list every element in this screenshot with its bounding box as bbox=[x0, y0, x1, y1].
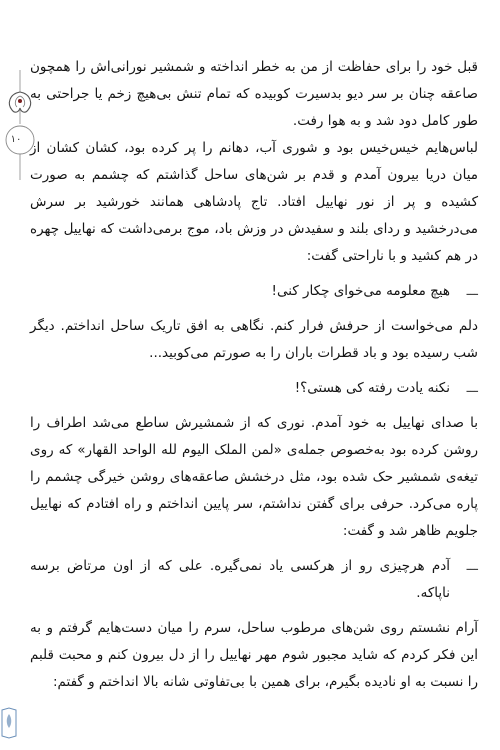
text-line: را روشن کرده بود به‌خصوص جمله‌ی «لمن الملک الیوم لله الواحد القهار» که bbox=[30, 415, 479, 458]
dialogue-dash: ـــ bbox=[466, 284, 478, 299]
text-line: سرش می‌درخشید و ردای بلند و سفیدش در وزش باد، موج برمی‌داشت bbox=[30, 194, 478, 237]
text-line: که نهاییل جلویم ظاهر شد و گفت: bbox=[30, 496, 478, 539]
text-line: با صدای نهاییل به خود آمدم. نوری که از شمشیرش ساطع می‌شد اطراف bbox=[46, 415, 478, 431]
text-line: انداختم و گفتم: bbox=[52, 674, 139, 690]
dialogue-dash: ـــ bbox=[466, 559, 478, 574]
text-line: محبت قلبم را نسبت به او نادیده بگیرم، برای همین با بی‌تفاوتی شانه بالا bbox=[30, 647, 478, 690]
dialogue-text bbox=[30, 553, 450, 607]
text-line: به صورت کشیده و پر از نور نهاییل افتاد. تاج پادشاهی همانند خورشید بر bbox=[30, 167, 478, 210]
paragraph-3 bbox=[30, 313, 478, 367]
text-line: همچون صاعقه چنان بر سر دیو بدسیرت کوبیده که تمام تنش بی‌هیچ زخم یا bbox=[30, 59, 478, 102]
text-line: جراحتی به طور کامل دود شد و به هوا رفت. bbox=[30, 86, 478, 129]
dialogue-3 bbox=[30, 553, 478, 607]
page-number: ۱۰ bbox=[10, 134, 22, 145]
dialogue-2 bbox=[30, 375, 478, 402]
dialogue-1 bbox=[30, 278, 478, 305]
text-line: که نهاییل چهره در هم کشید و با ناراحتی گفت: bbox=[30, 221, 478, 264]
text-line: و به این فکر کردم که شاید مجبور شوم مهر نهاییل را از دل بیرون کنم و bbox=[30, 620, 478, 663]
paragraph-1 bbox=[30, 54, 478, 135]
text-line: روی تیغه‌ی شمشیر حک شده بود، مثل درخشش صاعقه‌های روشن خیرگی bbox=[30, 442, 478, 485]
dialogue-dash: ـــ bbox=[466, 381, 478, 396]
text-line: کشان از میان دریا بیرون آمدم و قدم بر شن‌های ساحل گذاشتم که چشمم bbox=[30, 140, 479, 183]
publisher-mark-icon bbox=[0, 706, 18, 740]
text-line: دلم می‌خواست از حرفش فرار کنم. نگاهی به افق تاریک ساحل انداختم. bbox=[60, 318, 479, 334]
text-line: دیگر شب رسیده بود و باد قطرات باران را به صورتم می‌کوبید... bbox=[30, 318, 478, 361]
text-line: آدم هرچیزی رو از هرکسی یاد نمی‌گیره. علی که از اون bbox=[113, 558, 450, 574]
paragraph-5 bbox=[30, 615, 478, 696]
paragraph-2 bbox=[30, 135, 478, 270]
page-text-body bbox=[30, 54, 478, 696]
text-line: آرام نشستم روی شن‌های مرطوب ساحل، سرم را میان دست‌هایم گرفتم bbox=[58, 620, 479, 636]
text-line: قبل خود را برای حفاظت از من به خطر انداخته و شمشیر نورانی‌اش را bbox=[75, 59, 479, 75]
text-line: چشمم را پاره می‌کرد. حرفی برای گفتن نداشتم، سر پایین انداختم و راه افتادم bbox=[30, 469, 478, 512]
paragraph-4 bbox=[30, 410, 478, 545]
dialogue-text: نکنه یادت رفته کی هستی؟! bbox=[294, 380, 450, 396]
dialogue-text: هیچ معلومه می‌خوای چکار کنی! bbox=[271, 283, 450, 299]
text-line: لباس‌هایم خیس‌خیس بود و شوری آب، دهانم را پر کرده بود، کشان‌ bbox=[85, 140, 478, 156]
text-line: مرتاض برسه ناپاکه. bbox=[30, 558, 450, 601]
